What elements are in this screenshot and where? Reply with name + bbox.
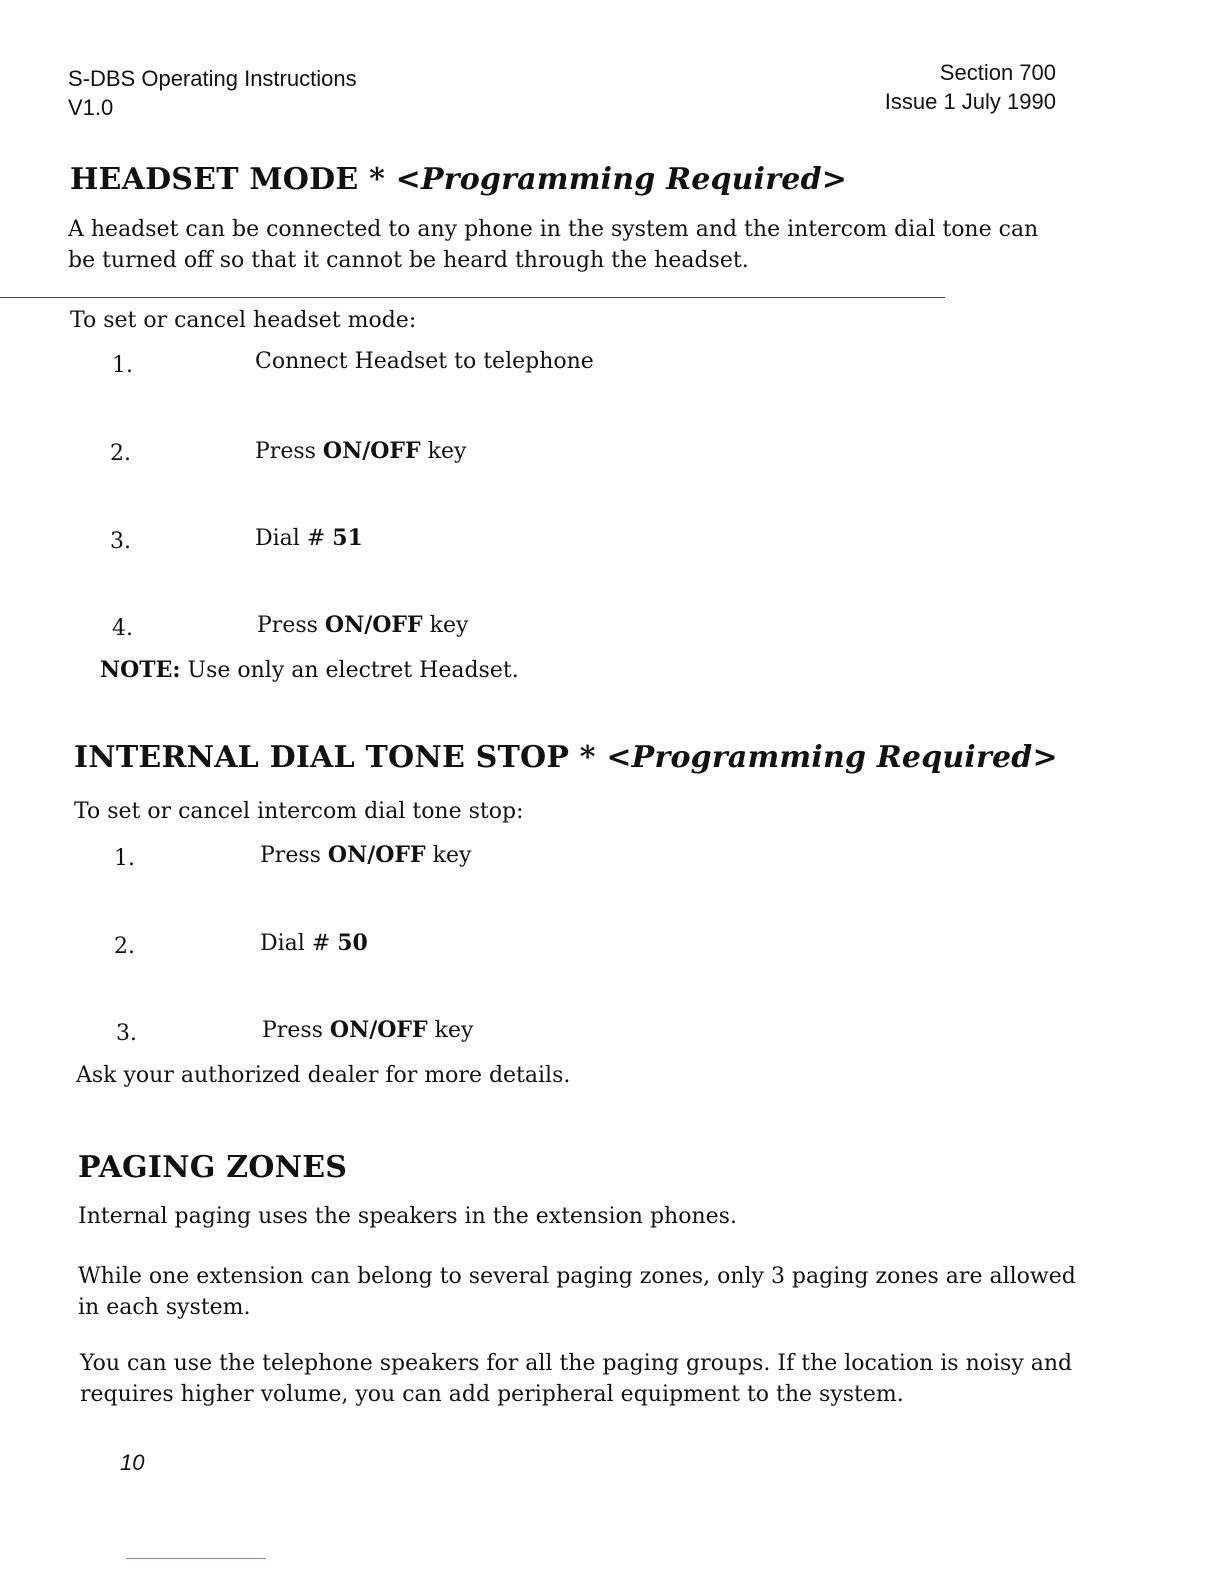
step-text: Dial # 51 (255, 525, 363, 551)
doc-version: V1.0 (68, 95, 114, 120)
step-number: 1. (112, 353, 133, 378)
note-label: NOTE: (100, 657, 181, 683)
step-number: 2. (114, 934, 135, 959)
doc-title: S-DBS Operating Instructions (68, 66, 357, 91)
headset-heading (70, 162, 847, 198)
dialtone-required: <Programming Required> (606, 740, 1058, 775)
header-left (68, 64, 357, 122)
step-text: Press ON/OFF key (255, 438, 467, 464)
headset-intro: To set or cancel headset mode: (70, 308, 417, 333)
step-number: 4. (112, 616, 133, 641)
footer-rule (126, 1558, 266, 1559)
paging-paragraph-1: Internal paging uses the speakers in the extension phones. (78, 1204, 737, 1229)
dialtone-heading (74, 740, 1058, 776)
step-number: 2. (110, 441, 131, 466)
dialtone-title: INTERNAL DIAL TONE STOP * (74, 740, 596, 775)
step-text: Press ON/OFF key (257, 612, 469, 638)
step-text: Dial # 50 (260, 930, 368, 956)
paging-paragraph-2: While one extension can belong to several paging zones, only 3 paging zones are allowed in each system. (78, 1264, 1076, 1320)
paging-paragraph-3: You can use the telephone speakers for all the paging groups. If the location is noisy and requires higher volume, you can add peripheral equipment to the system. (80, 1351, 1073, 1407)
step-text: Connect Headset to telephone (255, 349, 594, 374)
headset-description: A headset can be connected to any phone in the system and the intercom dial tone can be turned off so that it cannot be heard through the headset. (68, 217, 1039, 273)
dialtone-intro: To set or cancel intercom dial tone stop: (74, 799, 524, 824)
headset-required: <Programming Required> (395, 162, 848, 197)
dialtone-footer: Ask your authorized dealer for more details. (76, 1063, 571, 1088)
divider-rule (0, 297, 945, 298)
issue-label: Issue 1 July 1990 (884, 89, 1056, 114)
paging-title: PAGING ZONES (78, 1150, 348, 1185)
step-number: 3. (110, 529, 131, 554)
paging-heading (78, 1150, 347, 1186)
step-number: 1. (114, 846, 135, 871)
section-label: Section 700 (939, 60, 1056, 85)
step-text: Press ON/OFF key (262, 1017, 474, 1043)
headset-note (100, 656, 519, 685)
header-right (885, 58, 1056, 116)
step-text: Press ON/OFF key (260, 842, 472, 868)
step-number: 3. (116, 1021, 137, 1046)
note-text: Use only an electret Headset. (180, 658, 519, 683)
page-number: 10 (120, 1450, 145, 1475)
headset-title: HEADSET MODE * (70, 162, 385, 197)
